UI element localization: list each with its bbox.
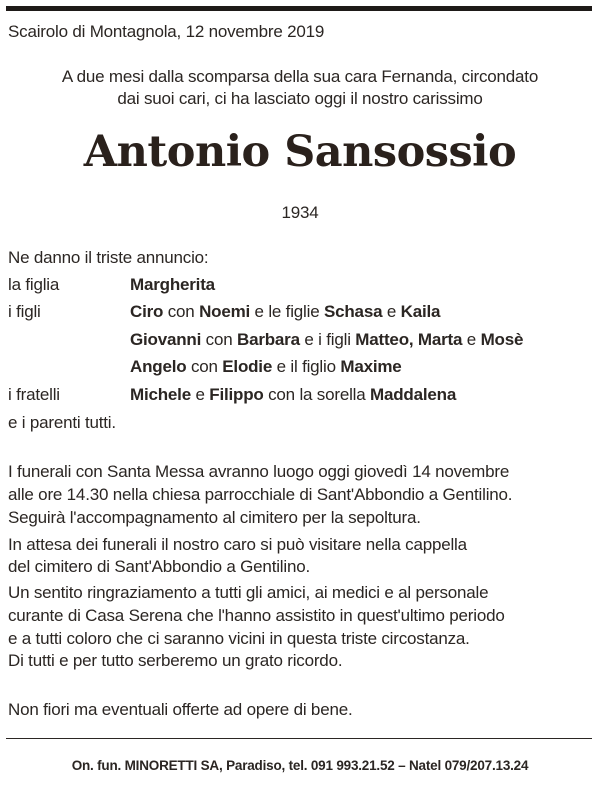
intro-line-2: dai suoi cari, ci ha lasciato oggi il nostro carissimo xyxy=(117,89,483,108)
funeral-line: alle ore 14.30 nella chiesa parrocchiale di Sant'Abbondio a Gentilino. xyxy=(8,485,513,504)
relative-name: Kaila xyxy=(400,302,441,321)
closing-relatives: e i parenti tutti. xyxy=(8,413,116,432)
relation-label: i figli xyxy=(8,302,41,321)
relatives-line xyxy=(130,356,402,378)
connector-text: e i figli xyxy=(299,330,356,349)
funeral-home-contact: On. fun. MINORETTI SA, Paradiso, tel. 091 993.21.52 – Natel 079/207.13.24 xyxy=(71,758,529,773)
thanks-line: Di tutti e per tutto serberemo un grato ricordo. xyxy=(8,651,343,670)
no-flowers-note: Non fiori ma eventuali offerte ad opere di bene. xyxy=(8,700,353,719)
relative-name: Margherita xyxy=(130,275,215,294)
intro-line-1: A due mesi dalla scomparsa della sua cara Fernanda, circondato xyxy=(61,67,539,86)
connector-text: e xyxy=(382,302,401,321)
deceased-name: Antonio Sansossio xyxy=(83,127,517,177)
thanks-line: curante di Casa Serena che l'hanno assistito in quest'ultimo periodo xyxy=(8,606,505,625)
relative-name: Giovanni xyxy=(130,330,202,349)
relative-name: Maxime xyxy=(340,357,402,376)
connector-text: e le figlie xyxy=(250,302,324,321)
relation-label: la figlia xyxy=(8,275,60,294)
funeral-line: Seguirà l'accompagnamento al cimitero per la sepoltura. xyxy=(8,508,421,527)
announcement-heading: Ne danno il triste annuncio: xyxy=(8,248,209,267)
bottom-divider xyxy=(6,738,592,739)
relative-name: Barbara xyxy=(237,330,300,349)
connector-text: con la sorella xyxy=(263,385,371,404)
relative-name: Filippo xyxy=(209,385,264,404)
connector-text: e xyxy=(190,385,210,404)
top-divider xyxy=(6,6,592,11)
relative-name: Maddalena xyxy=(370,385,457,404)
relatives-line xyxy=(130,384,456,406)
relative-name: Michele xyxy=(130,385,191,404)
funeral-line: I funerali con Santa Messa avranno luogo oggi giovedì 14 novembre xyxy=(8,462,510,481)
relatives-line xyxy=(130,329,523,351)
relative-name: Schasa xyxy=(323,302,383,321)
relative-name: Elodie xyxy=(222,357,273,376)
connector-text: e il figlio xyxy=(272,357,341,376)
relatives-line xyxy=(130,274,215,296)
thanks-line: e a tutti coloro che ci saranno vicini in questa triste circostanza. xyxy=(8,629,470,648)
connector-text: con xyxy=(201,330,237,349)
relative-name: Mosè xyxy=(480,330,524,349)
relative-name: Matteo, Marta xyxy=(355,330,463,349)
thanks-line: Un sentito ringraziamento a tutti gli amici, ai medici e al personale xyxy=(8,583,489,602)
connector-text: con xyxy=(186,357,223,376)
relative-name: Noemi xyxy=(199,302,251,321)
birth-year: 1934 xyxy=(281,203,319,222)
connector-text: e xyxy=(462,330,481,349)
place-date: Scairolo di Montagnola, 12 novembre 2019 xyxy=(8,22,325,41)
relation-label: i fratelli xyxy=(8,385,60,404)
visit-line: del cimitero di Sant'Abbondio a Gentilino. xyxy=(8,557,310,576)
relative-name: Ciro xyxy=(130,302,164,321)
connector-text: con xyxy=(163,302,200,321)
relative-name: Angelo xyxy=(130,357,187,376)
relatives-line xyxy=(130,301,440,323)
visit-line: In attesa dei funerali il nostro caro si può visitare nella cappella xyxy=(8,535,467,554)
